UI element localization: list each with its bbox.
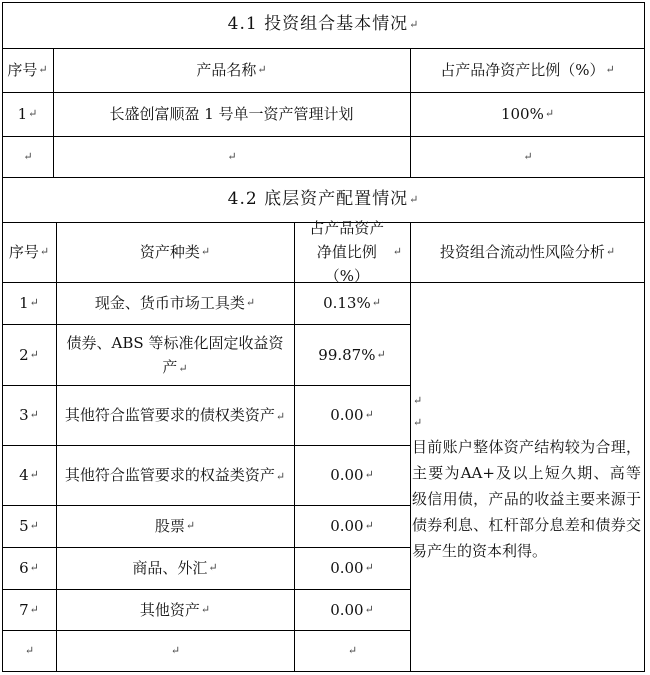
row-ratio: 0.00 ↵ [330, 559, 374, 577]
row-product-name: 长盛创富顺盈 1 号单一资产管理计划 [109, 105, 354, 123]
header-liquidity: 投资组合流动性风险分析 ↵ [439, 243, 616, 261]
row-asset-type: 现金、货币市场工具类 ↵ [94, 294, 256, 312]
section1-title: 4.1 投资组合基本情况 ↵ [227, 14, 420, 35]
row-index: 2 ↵ [19, 345, 39, 364]
row-ratio: 0.00 ↵ [330, 517, 374, 535]
header-ratio: 占产品资产净值比例（%） ↵ [309, 219, 402, 285]
row-index: ↵ [24, 643, 35, 657]
header-index: 序号 ↵ [8, 243, 50, 261]
row-asset-type: 股票 ↵ [154, 517, 196, 535]
row-asset-type: 商品、外汇 ↵ [132, 559, 218, 577]
row-index: 6 ↵ [19, 559, 39, 577]
row-index: 5 ↵ [19, 517, 39, 535]
row-asset-type: ↵ [170, 643, 181, 657]
rule [2, 671, 645, 672]
header-ratio: 占产品净资产比例（%） ↵ [440, 61, 615, 79]
liquidity-analysis-text: 目前账户整体资产结构较为合理，主要为AA+及以上短久期、高等级信用债，产品的收益主要来源于债券利息、杠杆部分息差和债券交易产生的资本利得。 [412, 438, 641, 560]
row-product-name: ↵ [227, 149, 237, 163]
row-ratio: 0.13% ↵ [323, 294, 381, 312]
row-asset-type: 其他符合监管要求的权益类资产↵ [64, 466, 286, 484]
row-index: 1 ↵ [19, 294, 39, 312]
header-product-name: 产品名称 ↵ [196, 61, 267, 79]
row-index: ↵ [23, 149, 33, 163]
liquidity-analysis: ↵ ↵ 目前账户整体资产结构较为合理，主要为AA+及以上短久期、高等级信用债，产品的收益主要来源于债券利息、杠杆部分息差和债券交易产生的资本利得。 [410, 282, 643, 670]
row-asset-type: 其他符合监管要求的债权类资产↵ [64, 406, 286, 424]
row-index: 4 ↵ [19, 466, 39, 484]
row-ratio: ↵ [523, 149, 533, 163]
section2-title: 4.2 底层资产配置情况 ↵ [227, 188, 420, 209]
row-asset-type: 其他资产 ↵ [139, 600, 211, 619]
row-ratio: ↵ [347, 643, 358, 657]
row-ratio: 100% ↵ [500, 105, 555, 123]
header-index: 序号 ↵ [7, 61, 48, 79]
row-index: 1 ↵ [17, 105, 38, 123]
row-ratio: 99.87% ↵ [318, 345, 386, 364]
row-asset-type: 债券、ABS 等标准化固定收益资产↵ [66, 333, 284, 376]
row-index: 3 ↵ [19, 406, 39, 424]
header-asset-type: 资产种类 ↵ [139, 243, 211, 261]
row-ratio: 0.00 ↵ [330, 600, 374, 619]
row-ratio: 0.00 ↵ [330, 466, 374, 484]
row-index: 7 ↵ [19, 600, 39, 619]
row-ratio: 0.00 ↵ [330, 406, 374, 424]
